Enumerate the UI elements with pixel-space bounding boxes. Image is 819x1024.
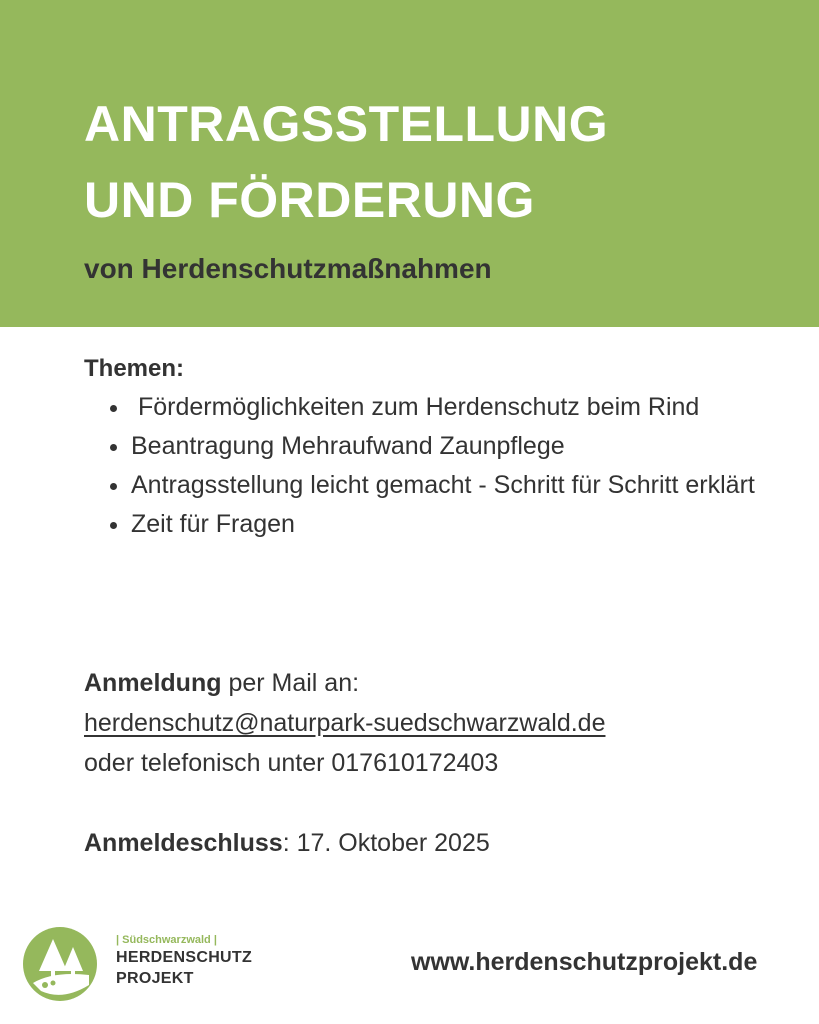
deadline-text: : 17. Oktober 2025 — [282, 829, 490, 857]
registration-label: Anmeldung — [84, 669, 222, 697]
herdenschutz-logo-icon — [23, 927, 97, 1001]
email-link[interactable]: herdenschutz@naturpark-suedschwarzwald.de — [84, 709, 606, 737]
logo-name-line-1: HERDENSCHUTZ — [116, 949, 253, 966]
registration-line — [84, 663, 804, 703]
list-item: • Fördermöglichkeiten zum Herdenschutz beim Rind — [131, 388, 784, 427]
registration-text: per Mail an: — [221, 669, 360, 697]
themes-list — [84, 388, 784, 544]
phone-text: oder telefonisch unter 017610172403 — [84, 749, 499, 777]
deadline-line — [84, 823, 490, 863]
logo-name-line-2: PROJEKT — [116, 970, 194, 987]
title-line-1: ANTRAGSSTELLUNG — [84, 96, 609, 152]
list-item: • Beantragung Mehraufwand Zaunpflege — [131, 427, 784, 466]
deadline-label: Anmeldeschluss — [84, 829, 283, 857]
list-item: • Zeit für Fragen — [131, 505, 784, 544]
list-item: • Antragsstellung leicht gemacht - Schritt für Schritt erklärt — [131, 466, 784, 505]
themes-label: Themen: — [84, 355, 185, 382]
page-subtitle: von Herdenschutzmaßnahmen — [84, 253, 492, 284]
logo-text — [116, 933, 252, 989]
logo-region: | Südschwarzwald | — [116, 934, 217, 946]
title-line-2: UND FÖRDERUNG — [84, 172, 535, 228]
website-link[interactable]: www.herdenschutzprojekt.de — [411, 948, 758, 976]
registration-section — [84, 663, 804, 783]
header-banner — [0, 0, 819, 327]
page-title — [84, 86, 608, 238]
themes-section — [84, 350, 784, 544]
